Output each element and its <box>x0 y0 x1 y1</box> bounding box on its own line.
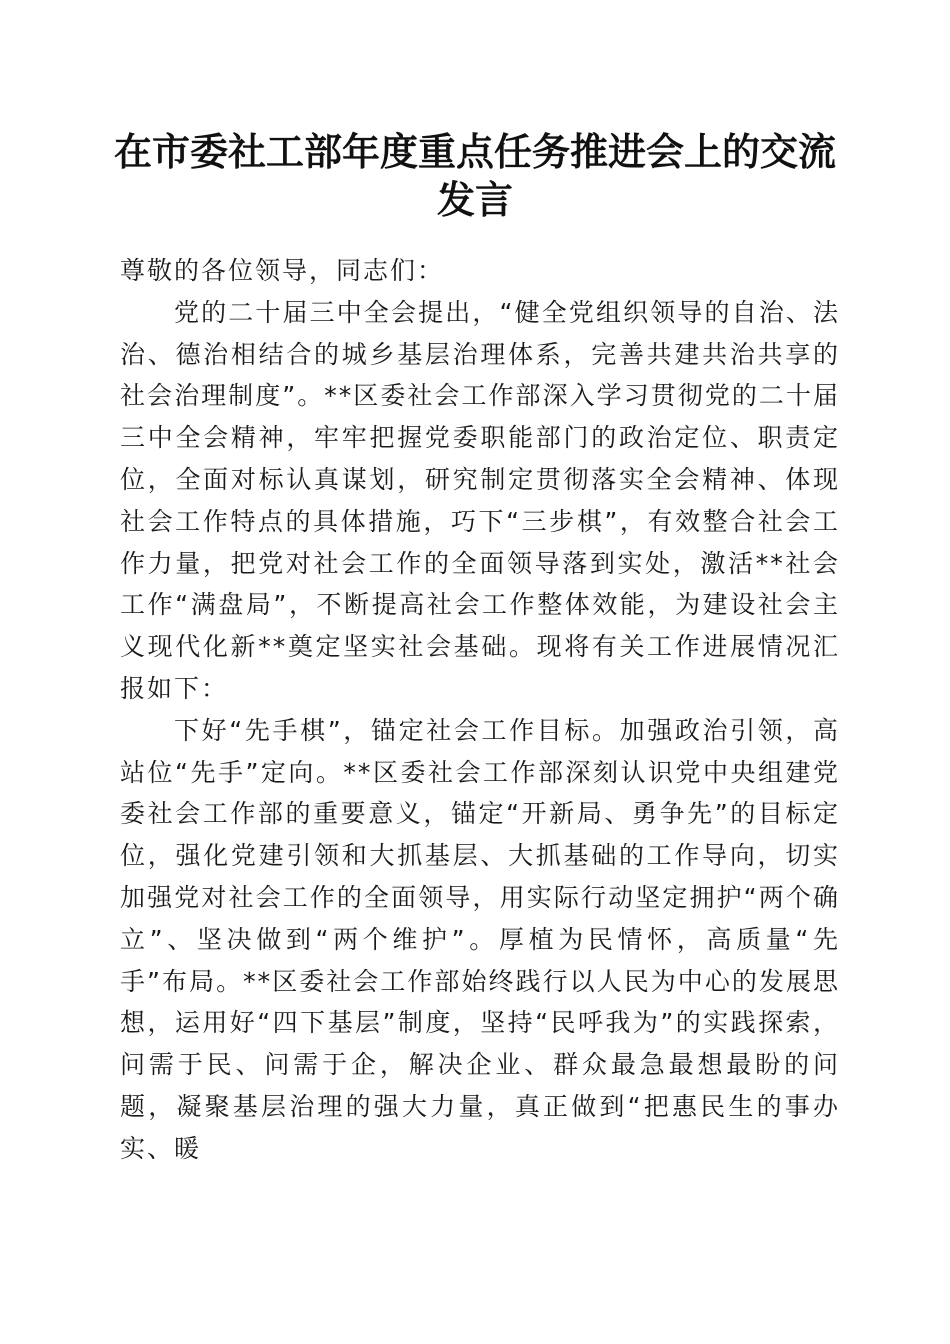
paragraph-first-move: 下好“先手棋”，锚定社会工作目标。加强政治引领，高站位“先手”定向。**区委社会工作部深刻认识党中央组建党委社会工作部的重要意义，锚定“开新局、勇争先”的目标定位，强化党建引领和大抓基层、大抓基础的工作导向，切实加强党对社会工作的全面领导，用实际行动坚定拥护“两个确立”、坚决做到“两个维护”。厚植为民情怀，高质量“先手”布局。**区委社会工作部始终践行以人民为中心的发展思想，运用好“四下基层”制度，坚持“民呼我为”的实践探索，问需于民、问需于企，解决企业、群众最急最想最盼的问题，凝聚基层治理的强大力量，真正做到“把惠民生的事办实、暖 <box>120 715 840 1163</box>
document-title: 在市委社工部年度重点任务推进会上的交流发言 <box>113 129 836 222</box>
document-body <box>120 250 840 1170</box>
paragraph-intro: 党的二十届三中全会提出，“健全党组织领导的自治、法治、德治相结合的城乡基层治理体系，完善共建共治共享的社会治理制度”。**区委社会工作部深入学习贯彻党的二十届三中全会精神，牢牢把握党委职能部门的政治定位、职责定位，全面对标认真谋划，研究制定贯彻落实全会精神、体现社会工作特点的具体措施，巧下“三步棋”，有效整合社会工作力量，把党对社会工作的全面领导落到实处，激活**社会工作“满盘局”，不断提高社会工作整体效能，为建设社会主义现代化新**奠定坚实社会基础。现将有关工作进展情况汇报如下： <box>120 297 840 703</box>
salutation: 尊敬的各位领导，同志们： <box>120 256 445 285</box>
